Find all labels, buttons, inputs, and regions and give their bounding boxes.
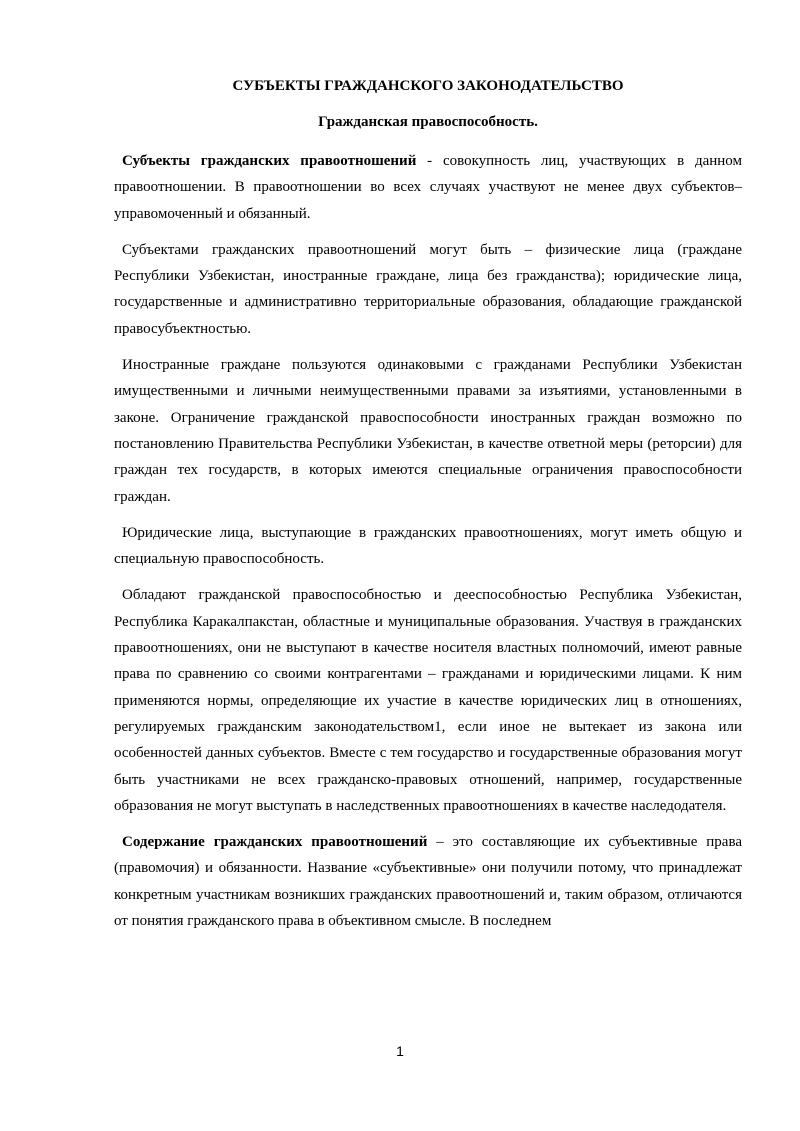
paragraph-content-of-relations [114,829,742,934]
document-page [114,66,742,934]
paragraph-legal-entities [114,520,742,573]
paragraph-text: Юридические лица, выступающие в гражданских правоотношениях, могут иметь общую и специальную правоспособность. [114,524,742,568]
paragraph-text: Субъектами гражданских правоотношений могут быть – физические лица (граждане Республики Узбекистан, иностранные граждане, лица без гражданства); юридические лица, государственные и административно территориальные образования, обладающие гражданской правосубъектностью. [114,241,742,337]
paragraph-text: – это составляющие их субъективные права (правомочия) и обязанности. Название «субъективные» они получили потому, что принадлежат конкретным участникам возникших гражданских правоотношений и, таким образом, отличаются от понятия гражданского права в объективном смысле. В последнем [114,834,742,930]
paragraph-state-capacity [114,582,742,819]
document-title: СУБЪЕКТЫ ГРАЖДАНСКОГО ЗАКОНОДАТЕЛЬСТВО [232,78,624,94]
page-number: 1 [396,1043,404,1059]
paragraph-subjects-list [114,237,742,342]
paragraph-subjects-definition [114,148,742,227]
bold-term: Содержание гражданских правоотношений [122,834,428,851]
bold-term: Субъекты гражданских правоотношений [122,153,417,169]
paragraph-text: Обладают гражданской правоспособностью и дееспособностью Республика Узбекистан, Республика Каракалпакстан, областные и муниципальные образования. Участвуя в гражданских правоотношениях, они не выступают в качестве носителя властных полномочий, имеют равные права по сравнению со своими контрагентами – гражданами и юридическими лицами. К ним применяются нормы, определяющие их участие в качестве юридических лиц в отношениях, регулируемых гражданским законодательством1, если иное не вытекает из закона или особенностей данных субъектов. Вместе с тем государство и государственные образования могут быть участниками не всех гражданско-правовых отношений, например, государственные образования не могут выступать в наследственных правоотношениях в качестве наследодателя. [114,587,742,814]
paragraph-text: - совокупность лиц, участвующих в данном правоотношении. В правоотношении во всех случаях участвуют не менее двух субъектов– управомоченный и обязанный. [114,153,742,222]
document-subtitle: Гражданская правоспособность. [318,114,538,130]
paragraph-text: Иностранные граждане пользуются одинаковыми с гражданами Республики Узбекистан имущественными и личными неимущественными правами за изъятиями, установленными в законе. Ограничение гражданской правоспособности иностранных граждан возможно по постановлению Правительства Республики Узбекистан, в качестве ответной меры (реторсии) для граждан тех государств, в которых имеются специальные ограничения правоспособности граждан. [114,357,742,505]
paragraph-foreign-citizens [114,352,742,510]
